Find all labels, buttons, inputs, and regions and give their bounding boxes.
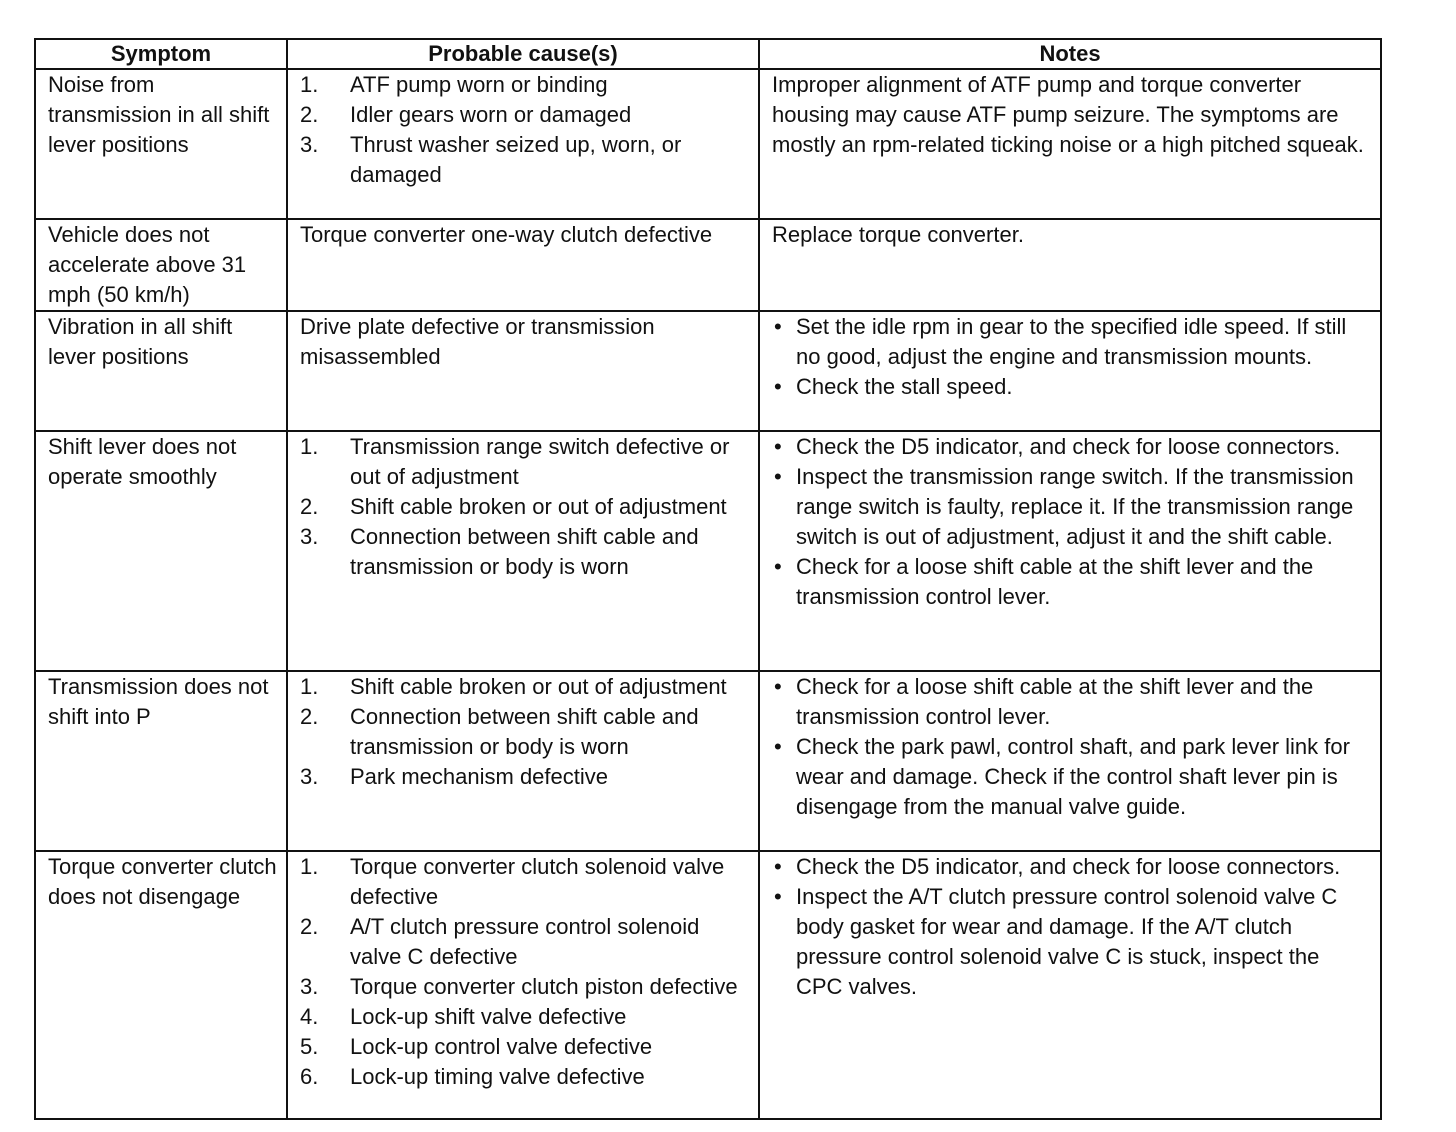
symptom-text: Transmission does not shift into P (48, 674, 269, 729)
notes-list (772, 852, 1370, 1002)
cause-number: 4. (300, 1004, 319, 1029)
note-item (772, 732, 1370, 822)
note-text: Check the D5 indicator, and check for loose connectors. (796, 854, 1341, 879)
note-text: Inspect the transmission range switch. If the transmission range switch is faulty, replace it. If the transmission range switch is out of adjustment, adjust it and the shift cable. (796, 464, 1354, 549)
symptom-cell (35, 311, 287, 431)
note-item (772, 672, 1370, 732)
notes-cell (759, 671, 1381, 851)
notes-cell (759, 851, 1381, 1119)
cause-number: 1. (300, 434, 319, 459)
bullet-icon: • (774, 554, 782, 579)
cause-text: Shift cable broken or out of adjustment (350, 674, 727, 699)
note-text: Improper alignment of ATF pump and torque converter housing may cause ATF pump seizure. The symptoms are mostly an rpm-related ticking noise or a high pitched squeak. (772, 72, 1364, 157)
cause-item (300, 1062, 750, 1092)
note-item (772, 312, 1370, 372)
bullet-icon: • (774, 434, 782, 459)
note-text: Inspect the A/T clutch pressure control solenoid valve C body gasket for wear and damage. If the A/T clutch pressure control solenoid valve C is stuck, inspect the CPC valves. (796, 884, 1338, 999)
cause-item (300, 852, 750, 912)
cause-text: ATF pump worn or binding (350, 72, 608, 97)
cause-text: Torque converter one-way clutch defective (300, 222, 713, 247)
header-row (35, 39, 1381, 69)
symptom-text: Torque converter clutch does not disengage (48, 854, 277, 909)
notes-cell (759, 69, 1381, 219)
cause-item (300, 522, 750, 582)
cause-text: Torque converter clutch solenoid valve defective (350, 854, 725, 909)
troubleshooting-table (34, 38, 1382, 1120)
cause-text: Lock-up shift valve defective (350, 1004, 627, 1029)
cause-item (300, 762, 750, 792)
note-item (772, 882, 1370, 1002)
cause-number: 1. (300, 674, 319, 699)
cause-number: 2. (300, 494, 319, 519)
bullet-icon: • (774, 464, 782, 489)
note-item (772, 852, 1370, 882)
cause-text: Connection between shift cable and transmission or body is worn (350, 704, 699, 759)
probable-causes-cell (287, 219, 759, 311)
table-row (35, 671, 1381, 851)
cause-number: 1. (300, 72, 319, 97)
cause-number: 3. (300, 132, 319, 157)
causes-list (300, 672, 750, 792)
cause-text: A/T clutch pressure control solenoid valve C defective (350, 914, 700, 969)
symptom-cell (35, 671, 287, 851)
cause-item (300, 100, 750, 130)
cause-number: 3. (300, 974, 319, 999)
bullet-icon: • (774, 884, 782, 909)
cause-text: Idler gears worn or damaged (350, 102, 632, 127)
cause-text: Connection between shift cable and transmission or body is worn (350, 524, 699, 579)
causes-list (300, 852, 750, 1092)
cause-item (300, 912, 750, 972)
note-item (772, 462, 1370, 552)
cause-text: Transmission range switch defective or out of adjustment (350, 434, 730, 489)
cause-text: Drive plate defective or transmission misassembled (300, 314, 655, 369)
cause-text: Lock-up control valve defective (350, 1034, 653, 1059)
cause-text: Park mechanism defective (350, 764, 608, 789)
symptom-cell (35, 219, 287, 311)
note-item (772, 372, 1370, 402)
probable-causes-cell (287, 851, 759, 1119)
note-text: Check the stall speed. (796, 374, 1013, 399)
note-text: Check the D5 indicator, and check for loose connectors. (796, 434, 1341, 459)
table-row (35, 431, 1381, 671)
note-text: Replace torque converter. (772, 222, 1024, 247)
notes-cell (759, 431, 1381, 671)
cause-number: 1. (300, 854, 319, 879)
notes-list (772, 672, 1370, 822)
cause-item (300, 1032, 750, 1062)
note-text: Check for a loose shift cable at the shift lever and the transmission control lever. (796, 674, 1314, 729)
causes-list (300, 70, 750, 190)
bullet-icon: • (774, 314, 782, 339)
notes-cell (759, 219, 1381, 311)
cause-text: Shift cable broken or out of adjustment (350, 494, 727, 519)
cause-text: Thrust washer seized up, worn, or damaged (350, 132, 682, 187)
cause-number: 2. (300, 914, 319, 939)
note-text: Check for a loose shift cable at the shift lever and the transmission control lever. (796, 554, 1314, 609)
note-item (772, 432, 1370, 462)
probable-causes-cell (287, 671, 759, 851)
symptom-cell (35, 69, 287, 219)
table-body (35, 69, 1381, 1119)
cause-number: 5. (300, 1034, 319, 1059)
table-row (35, 851, 1381, 1119)
bullet-icon: • (774, 374, 782, 399)
bullet-icon: • (774, 674, 782, 699)
cause-number: 2. (300, 102, 319, 127)
probable-causes-cell (287, 69, 759, 219)
probable-causes-cell (287, 311, 759, 431)
header-notes: Notes (759, 39, 1381, 69)
symptom-text: Shift lever does not operate smoothly (48, 434, 237, 489)
cause-item (300, 130, 750, 190)
cause-number: 2. (300, 704, 319, 729)
notes-list (772, 312, 1370, 402)
cause-number: 6. (300, 1064, 319, 1089)
bullet-icon: • (774, 854, 782, 879)
cause-item (300, 492, 750, 522)
table-row (35, 69, 1381, 219)
cause-text: Torque converter clutch piston defective (350, 974, 738, 999)
causes-list (300, 432, 750, 582)
cause-item (300, 702, 750, 762)
header-probable-causes: Probable cause(s) (287, 39, 759, 69)
symptom-cell (35, 431, 287, 671)
probable-causes-cell (287, 431, 759, 671)
cause-text: Lock-up timing valve defective (350, 1064, 645, 1089)
cause-item (300, 70, 750, 100)
notes-cell (759, 311, 1381, 431)
cause-item (300, 672, 750, 702)
note-text: Set the idle rpm in gear to the specified idle speed. If still no good, adjust the engine and transmission mounts. (796, 314, 1347, 369)
cause-item (300, 432, 750, 492)
symptom-text: Noise from transmission in all shift lever positions (48, 72, 270, 157)
symptom-cell (35, 851, 287, 1119)
symptom-text: Vibration in all shift lever positions (48, 314, 233, 369)
cause-item (300, 1002, 750, 1032)
cause-number: 3. (300, 764, 319, 789)
cause-number: 3. (300, 524, 319, 549)
symptom-text: Vehicle does not accelerate above 31 mph (50 km/h) (48, 222, 247, 307)
header-symptom: Symptom (35, 39, 287, 69)
cause-item (300, 972, 750, 1002)
note-text: Check the park pawl, control shaft, and park lever link for wear and damage. Check if the control shaft lever pin is disengage from the manual valve guide. (796, 734, 1350, 819)
notes-list (772, 432, 1370, 612)
table-row (35, 219, 1381, 311)
bullet-icon: • (774, 734, 782, 759)
table-row (35, 311, 1381, 431)
note-item (772, 552, 1370, 612)
